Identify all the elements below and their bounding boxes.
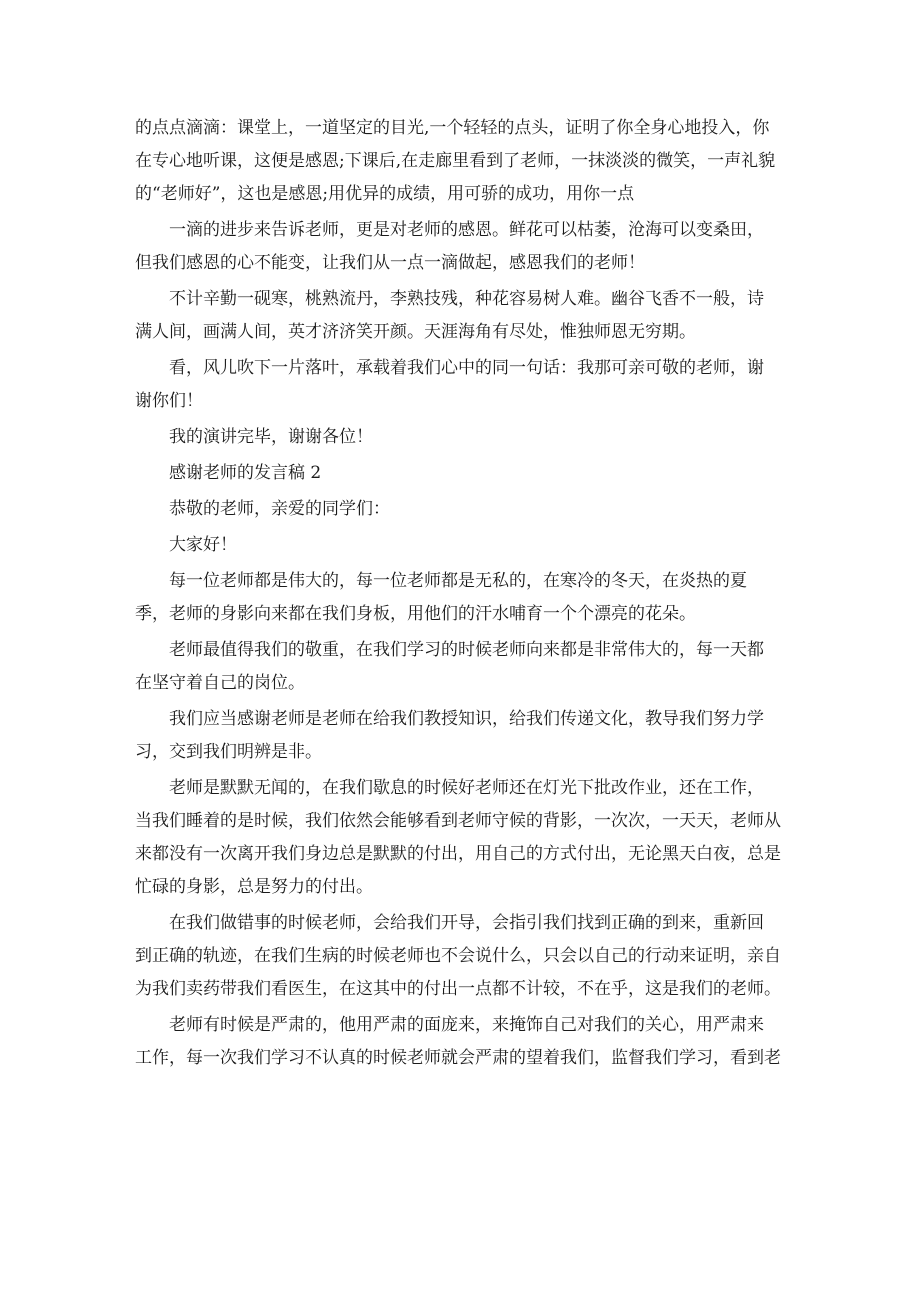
text-line: 工作，每一次我们学习不认真的时候老师就会严肃的望着我们，监督我们学习，看到老 bbox=[135, 1048, 781, 1068]
text-line: 习，交到我们明辨是非。 bbox=[135, 742, 322, 762]
text-line: 为我们卖药带我们看医生，在这其中的付出一点都不计较，不在乎，这是我们的老师。 bbox=[135, 979, 781, 999]
text-line: 我们应当感谢老师是老师在给我们教授知识，给我们传递文化，教导我们努力学 bbox=[169, 709, 764, 729]
text-line: 一滴的进步来告诉老师，更是对老师的感恩。鲜花可以枯萎，沧海可以变桑田， bbox=[169, 220, 764, 240]
paragraph bbox=[135, 283, 785, 349]
text-line: 在专心地听课，这便是感恩;下课后,在走廊里看到了老师，一抹淡淡的微笑，一声礼貌 bbox=[135, 151, 776, 171]
paragraph bbox=[135, 907, 785, 1006]
text-line: 的点点滴滴：课堂上，一道坚定的目光,一个轻轻的点头，证明了你全身心地投入，你 bbox=[135, 118, 770, 138]
text-line: 感谢老师的发言稿 2 bbox=[169, 463, 322, 483]
paragraph bbox=[135, 565, 785, 631]
text-line: 谢你们！ bbox=[135, 391, 203, 411]
text-line: 每一位老师都是伟大的，每一位老师都是无私的，在寒冷的冬天，在炎热的夏 bbox=[169, 571, 747, 591]
text-line: 在我们做错事的时候老师，会给我们开导，会指引我们找到正确的到来，重新回 bbox=[169, 913, 764, 933]
text-line: 老师有时候是严肃的，他用严肃的面庞来，来掩饰自己对我们的关心，用严肃来 bbox=[169, 1015, 764, 1035]
paragraph bbox=[135, 703, 785, 769]
paragraph bbox=[135, 493, 785, 526]
text-line: 到正确的轨迹，在我们生病的时候老师也不会说什么，只会以自己的行动来证明，亲自 bbox=[135, 946, 781, 966]
text-line: 老师是默默无闻的，在我们歇息的时候好老师还在灯光下批改作业，还在工作， bbox=[169, 778, 764, 798]
text-line: 的“老师好”，这也是感恩;用优异的成绩，用可骄的成功，用你一点 bbox=[135, 184, 635, 204]
paragraph bbox=[135, 112, 785, 211]
paragraph bbox=[135, 457, 785, 490]
text-line: 忙碌的身影，总是努力的付出。 bbox=[135, 877, 373, 897]
paragraph bbox=[135, 634, 785, 700]
text-line: 不计辛勤一砚寒，桃熟流丹，李熟技残，种花容易树人难。幽谷飞香不一般，诗 bbox=[169, 289, 764, 309]
text-line: 来都没有一次离开我们身边总是默默的付出，用自己的方式付出，无论黑天白夜，总是 bbox=[135, 844, 781, 864]
text-line: 恭敬的老师，亲爱的同学们： bbox=[169, 499, 390, 519]
text-line: 老师最值得我们的敬重，在我们学习的时候老师向来都是非常伟大的，每一天都 bbox=[169, 640, 764, 660]
paragraph bbox=[135, 529, 785, 562]
paragraph bbox=[135, 214, 785, 280]
paragraph bbox=[135, 421, 785, 454]
text-line: 季，老师的身影向来都在我们身板，用他们的汗水哺育一个个漂亮的花朵。 bbox=[135, 604, 696, 624]
paragraph bbox=[135, 772, 785, 904]
text-line: 在坚守着自己的岗位。 bbox=[135, 673, 305, 693]
text-line: 当我们睡着的是时候，我们依然会能够看到老师守候的背影，一次次，一天天，老师从 bbox=[135, 811, 781, 831]
paragraph bbox=[135, 352, 785, 418]
document-page bbox=[135, 112, 785, 1075]
text-line: 看，风儿吹下一片落叶，承载着我们心中的同一句话：我那可亲可敬的老师，谢 bbox=[169, 358, 764, 378]
text-line: 满人间，画满人间，英才济济笑开颜。天涯海角有尽处，惟独师恩无穷期。 bbox=[135, 322, 696, 342]
paragraph bbox=[135, 1009, 785, 1075]
text-line: 我的演讲完毕，谢谢各位！ bbox=[169, 427, 373, 447]
text-line: 大家好！ bbox=[169, 535, 237, 555]
text-line: 但我们感恩的心不能变，让我们从一点一滴做起，感恩我们的老师！ bbox=[135, 253, 645, 273]
